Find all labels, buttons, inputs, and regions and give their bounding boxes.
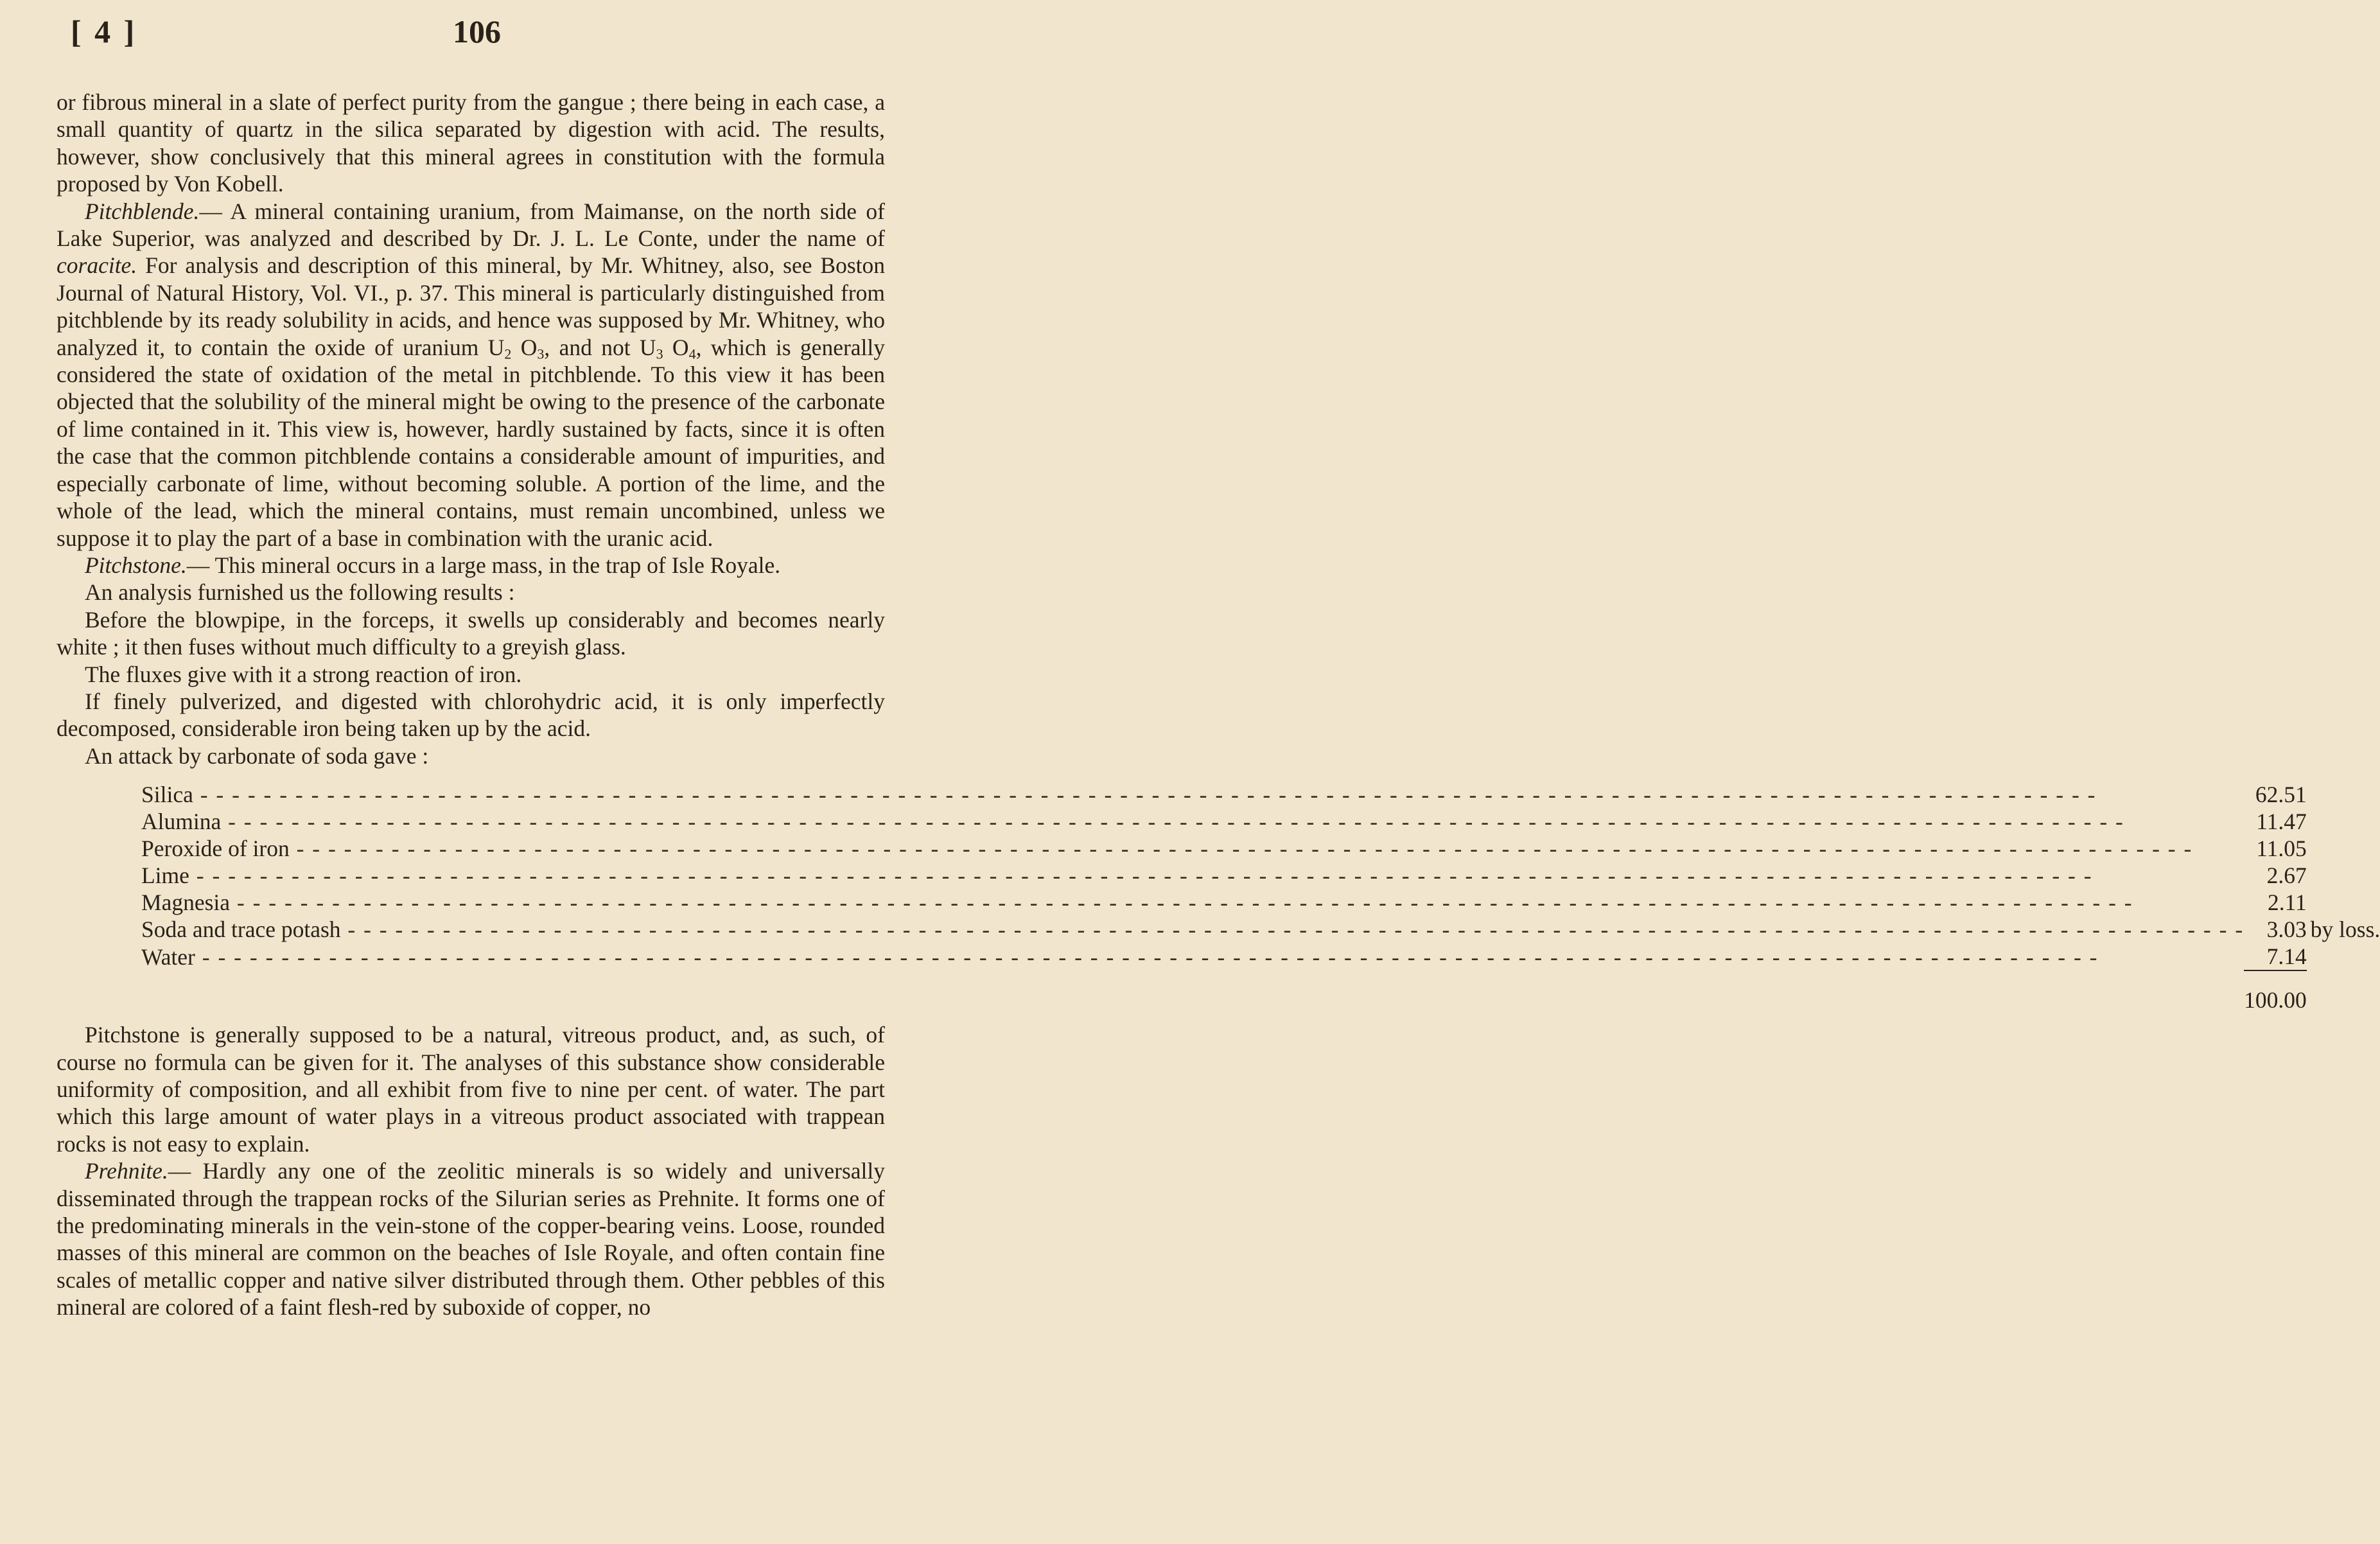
leader-dots: - - - - - - - - - - - - - - - - - - - - - - - - - - - - - - - - - - - - - - - - - - - - - - - - - - - - - - - - - - - - - - - - - - - - - - - - - - - - - - - - - - - - - - - - - - - - - - - - - - - - - - - - - - - - - - - - - - - - - - - - [221,809,2124,835]
total-spacer [141,970,2244,1013]
heading-pitchstone: Pitchstone. [85,552,187,578]
leader-dots: - - - - - - - - - - - - - - - - - - - - - - - - - - - - - - - - - - - - - - - - - - - - - - - - - - - - - - - - - - - - - - - - - - - - - - - - - - - - - - - - - - - - - - - - - - - - - - - - - - - - - - - - - - - - - - - - - - - - - - - - [230,890,2133,916]
pitchstone-text-1: — This mineral occurs in a large mass, in the trap of Isle Royale. [186,552,781,578]
component-name: Silica [141,782,193,808]
coracite-term: coracite. [57,252,137,279]
analysis-total: 100.00 [2244,970,2307,1013]
paragraph-pulverized: If finely pulverized, and digested with chlorohydric acid, it is only imperfectly decomposed, considerable iron being taken up by the acid. [57,688,885,742]
formula-subscript: 4 [688,346,696,362]
component-value: 2.11 [2267,890,2307,916]
paragraph-pitchblende [57,198,885,552]
component-value: 7.14 [2266,943,2307,970]
component-cell [141,808,2244,835]
heading-prehnite: Prehnite. [85,1158,168,1184]
paragraph-prehnite [57,1157,885,1320]
leader-dots: - - - - - - - - - - - - - - - - - - - - - - - - - - - - - - - - - - - - - - - - - - - - - - - - - - - - - - - - - - - - - - - - - - - - - - - - - - - - - - - - - - - - - - - - - - - - - - - - - - - - - - - - - - - - - - - - - - - - - - - - [340,917,2244,943]
analysis-row [141,808,2380,835]
paragraph-blowpipe: Before the blowpipe, in the forceps, it swells up considerably and becomes nearly white ; it then fuses without much difficulty to a greyish glass. [57,606,885,660]
component-cell [141,781,2244,808]
analysis-row [141,835,2380,862]
analysis-total-row [141,970,2380,1013]
component-cell [141,916,2244,943]
page-number: 106 [453,13,501,49]
analysis-row [141,943,2380,970]
component-cell [141,889,2244,916]
component-name: Peroxide of iron [141,836,290,862]
component-note [2307,808,2380,835]
component-note [2307,835,2380,862]
paragraph-attack: An attack by carbonate of soda gave : [85,742,429,769]
leader-dots: - - - - - - - - - - - - - - - - - - - - - - - - - - - - - - - - - - - - - - - - - - - - - - - - - - - - - - - - - - - - - - - - - - - - - - - - - - - - - - - - - - - - - - - - - - - - - - - - - - - - - - - - - - - - - - - - - - - - - - - - [289,836,2193,862]
component-cell [141,943,2244,970]
formula-subscript: 3 [537,346,545,362]
formula-oxygen: O [663,334,689,360]
paragraph-pitchstone-note: Pitchstone is generally supposed to be a natural, vitreous product, and, as such, of course no formula can be given for it. The analyses of this substance show considerable uniformity of composition, and all exhibit from five to nine per cent. of water. The part which this large amount of water plays in a vitreous product associated with trappean rocks is not easy to explain. [57,1022,885,1157]
total-note-spacer [2307,970,2380,1013]
component-name: Soda and trace potash [141,917,341,943]
component-value: 2.67 [2266,863,2307,889]
pitchblende-text-1: — A mineral containing uranium, from Maimanse, on the north side of Lake Superior, was analyzed and described by Dr. J. L. Le Conte, under the name of [57,198,885,252]
component-value: 11.47 [2256,809,2307,835]
formula-subscript: 3 [656,346,663,362]
component-value: 11.05 [2256,836,2307,862]
analysis-row [141,889,2380,916]
pitchblende-text-4: , which is generally considered the state of oxidation of the metal in pitchblende. To this view it has been objected that the solubility of the mineral might be owing to the presence of the carbonate of lime contained in it. This view is, however, hardly sustained by facts, since it is often the case that the common pitchblende contains a considerable amount of impurities, and especially carbonate of lime, without becoming soluble. A portion of the lime, and the whole of the lead, which the mineral contains, must remain uncombined, unless we suppose it to play the part of a base in combination with the uranic acid. [57,334,886,551]
analysis-table-body [141,781,2380,1013]
page-header [71,13,520,58]
component-note [2307,943,2380,970]
paragraph-fluxes: The fluxes give with it a strong reaction of iron. [85,661,522,687]
body-text [57,89,2380,1321]
pitchblende-text-3: , and not U [544,334,656,360]
component-name: Magnesia [141,890,231,916]
analysis-row [141,781,2380,808]
component-name: Alumina [141,809,222,835]
component-cell [141,862,2244,889]
analysis-row [141,916,2380,943]
paragraph-continued: or fibrous mineral in a slate of perfect purity from the gangue ; there being in each case, a small quantity of quartz in the silica separated by digestion with acid. The results, however, show conclusively that this mineral agrees in constitution with the formula proposed by Von Kobell. [57,89,885,197]
component-value: 3.03 [2266,917,2307,943]
paragraph-analysis-intro: An analysis furnished us the following results : [85,579,515,606]
component-note [2307,889,2380,916]
leader-dots: - - - - - - - - - - - - - - - - - - - - - - - - - - - - - - - - - - - - - - - - - - - - - - - - - - - - - - - - - - - - - - - - - - - - - - - - - - - - - - - - - - - - - - - - - - - - - - - - - - - - - - - - - - - - - - - - - - - - - - - - [193,782,2097,808]
analysis-row [141,862,2380,889]
component-note [2307,781,2380,808]
leader-dots: - - - - - - - - - - - - - - - - - - - - - - - - - - - - - - - - - - - - - - - - - - - - - - - - - - - - - - - - - - - - - - - - - - - - - - - - - - - - - - - - - - - - - - - - - - - - - - - - - - - - - - - - - - - - - - - - - - - - - - - - [189,863,2093,889]
component-name: Water [141,944,195,970]
component-note: by loss. [2310,917,2380,943]
analysis-table [141,781,2380,1013]
signature-mark: [ 4 ] [71,13,137,49]
component-cell [141,835,2244,862]
component-note [2307,862,2380,889]
formula-oxygen: O [511,334,538,360]
pitchblende-text-2: For analysis and description of this mineral, by Mr. Whitney, also, see Boston Journal of Natural History, Vol. VI., p. 37. This mineral is particularly distinguished from pitchblende by its ready solubility in acids, and hence was supposed by Mr. Whitney, who analyzed it, to contain the oxide of uranium U [57,252,885,360]
paragraph-pitchstone [57,552,885,579]
component-value: 62.51 [2255,782,2307,808]
heading-pitchblende: Pitchblende. [85,198,200,224]
leader-dots: - - - - - - - - - - - - - - - - - - - - - - - - - - - - - - - - - - - - - - - - - - - - - - - - - - - - - - - - - - - - - - - - - - - - - - - - - - - - - - - - - - - - - - - - - - - - - - - - - - - - - - - - - - - - - - - - - - - - - - - - [195,944,2099,970]
formula-subscript: 2 [504,346,512,362]
component-name: Lime [141,863,189,889]
prehnite-text-1: — Hardly any one of the zeolitic minerals is so widely and universally disseminated through the trappean rocks of the Silurian series as Prehnite. It forms one of the predominating minerals in the vein-stone of the copper-bearing veins. Loose, rounded masses of this mineral are common on the beaches of Isle Royale, and often contain fine scales of metallic copper and native silver distributed through them. Other pebbles of this mineral are colored of a faint flesh-red by suboxide of copper, no [57,1158,885,1320]
